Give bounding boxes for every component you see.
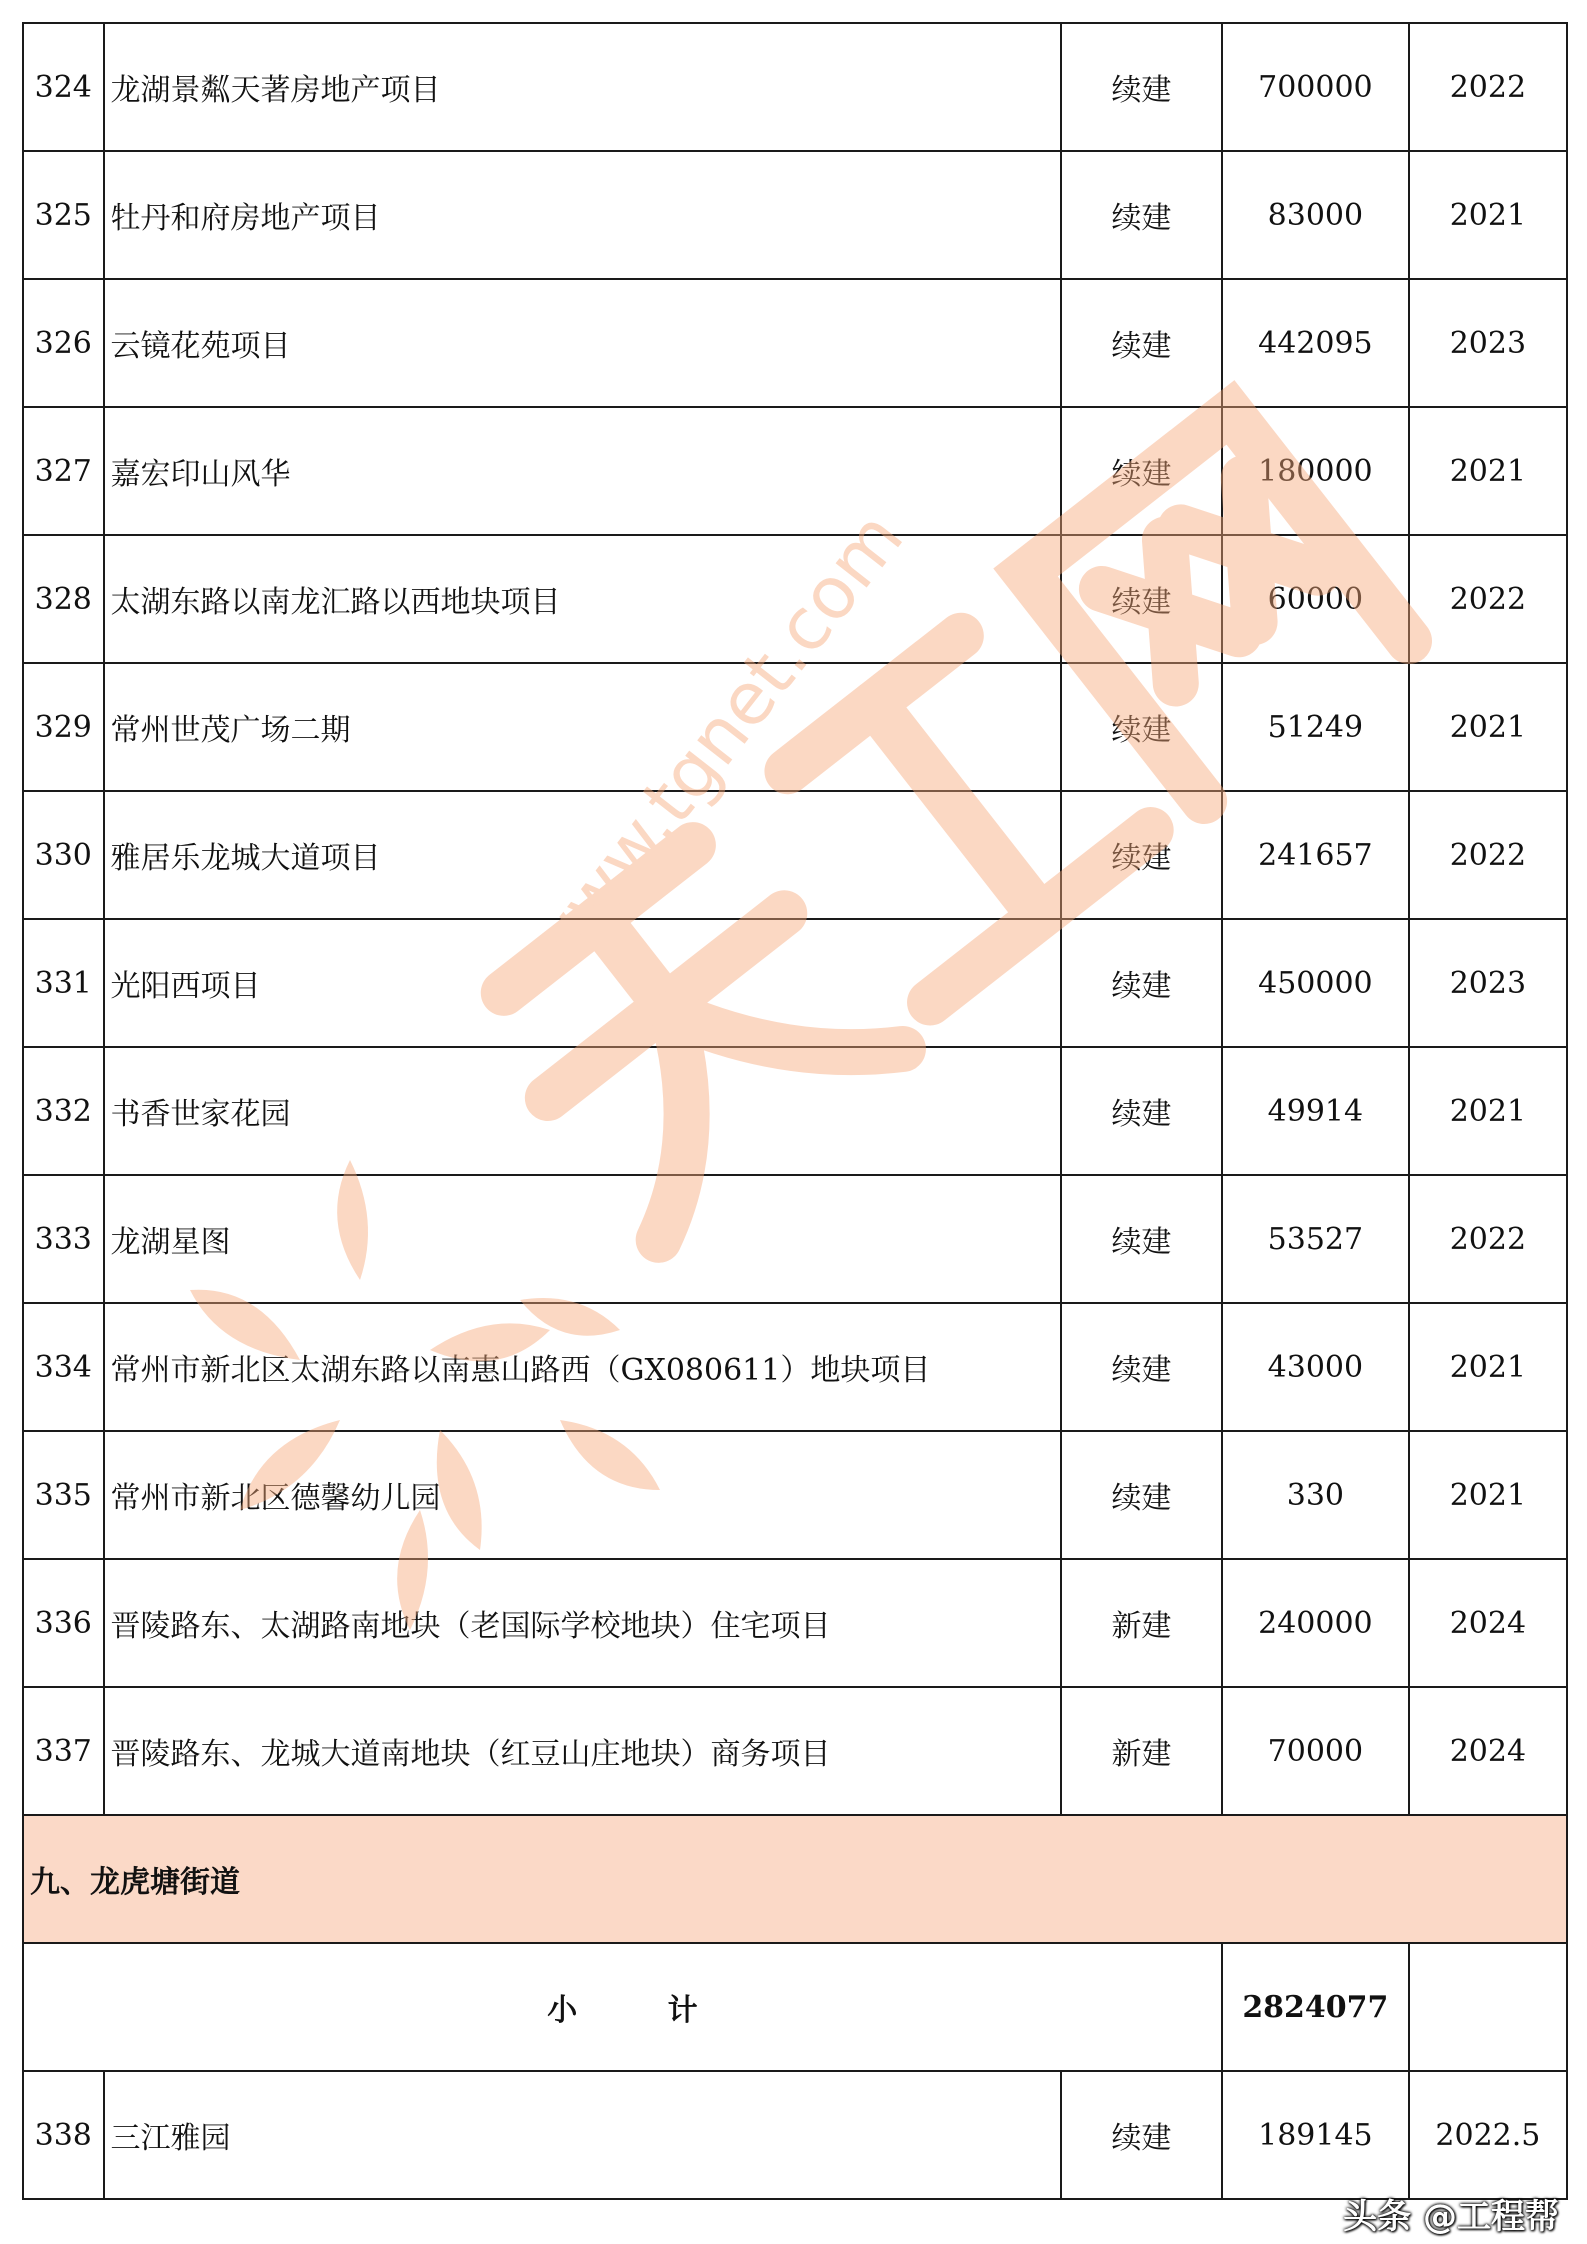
project-name: 常州市新北区太湖东路以南惠山路西（GX080611）地块项目: [104, 1303, 1061, 1431]
investment-amount: 60000: [1222, 535, 1409, 663]
table-row: [23, 407, 1567, 535]
table-row: [23, 23, 1567, 151]
construction-type: 续建: [1061, 1303, 1222, 1431]
investment-amount: 700000: [1222, 23, 1409, 151]
project-table: [22, 22, 1568, 2200]
completion-year: 2024: [1409, 1559, 1567, 1687]
construction-type: 新建: [1061, 1559, 1222, 1687]
construction-type: 新建: [1061, 1687, 1222, 1815]
project-name: 云镜花苑项目: [104, 279, 1061, 407]
construction-type: 续建: [1061, 23, 1222, 151]
subtotal-row: [23, 1943, 1567, 2071]
completion-year: 2023: [1409, 279, 1567, 407]
subtotal-empty-cell: [1409, 1943, 1567, 2071]
investment-amount: 189145: [1222, 2071, 1409, 2199]
table-row: [23, 919, 1567, 1047]
project-name: 光阳西项目: [104, 919, 1061, 1047]
construction-type: 续建: [1061, 919, 1222, 1047]
table-row: [23, 663, 1567, 791]
completion-year: 2022.5: [1409, 2071, 1567, 2199]
table-row: [23, 535, 1567, 663]
project-name: 常州世茂广场二期: [104, 663, 1061, 791]
investment-amount: 43000: [1222, 1303, 1409, 1431]
row-number: 333: [23, 1175, 104, 1303]
construction-type: 续建: [1061, 279, 1222, 407]
row-number: 329: [23, 663, 104, 791]
table-row: [23, 1175, 1567, 1303]
project-name: 常州市新北区德馨幼儿园: [104, 1431, 1061, 1559]
table-row: [23, 1047, 1567, 1175]
completion-year: 2022: [1409, 1175, 1567, 1303]
row-number: 330: [23, 791, 104, 919]
investment-amount: 450000: [1222, 919, 1409, 1047]
project-name: 嘉宏印山风华: [104, 407, 1061, 535]
row-number: 331: [23, 919, 104, 1047]
completion-year: 2021: [1409, 1431, 1567, 1559]
investment-amount: 241657: [1222, 791, 1409, 919]
table-row: [23, 1559, 1567, 1687]
construction-type: 续建: [1061, 151, 1222, 279]
project-name: 三江雅园: [104, 2071, 1061, 2199]
project-name: 雅居乐龙城大道项目: [104, 791, 1061, 919]
completion-year: 2022: [1409, 535, 1567, 663]
section-header-row: [23, 1815, 1567, 1943]
project-name: 晋陵路东、龙城大道南地块（红豆山庄地块）商务项目: [104, 1687, 1061, 1815]
row-number: 336: [23, 1559, 104, 1687]
watermark-url: www.tgnet.com: [507, 496, 920, 991]
project-table-sheet: [22, 22, 1568, 2200]
table-row: [23, 2071, 1567, 2199]
row-number: 327: [23, 407, 104, 535]
row-number: 326: [23, 279, 104, 407]
project-name: 书香世家花园: [104, 1047, 1061, 1175]
completion-year: 2023: [1409, 919, 1567, 1047]
project-name: 牡丹和府房地产项目: [104, 151, 1061, 279]
project-name: 龙湖景粼天著房地产项目: [104, 23, 1061, 151]
completion-year: 2021: [1409, 1303, 1567, 1431]
table-row: [23, 1431, 1567, 1559]
completion-year: 2024: [1409, 1687, 1567, 1815]
investment-amount: 240000: [1222, 1559, 1409, 1687]
row-number: 335: [23, 1431, 104, 1559]
table-row: [23, 791, 1567, 919]
investment-amount: 330: [1222, 1431, 1409, 1559]
row-number: 328: [23, 535, 104, 663]
table-row: [23, 151, 1567, 279]
investment-amount: 53527: [1222, 1175, 1409, 1303]
completion-year: 2021: [1409, 151, 1567, 279]
project-name: 晋陵路东、太湖路南地块（老国际学校地块）住宅项目: [104, 1559, 1061, 1687]
construction-type: 续建: [1061, 1175, 1222, 1303]
subtotal-amount: 2824077: [1222, 1943, 1409, 2071]
completion-year: 2021: [1409, 1047, 1567, 1175]
row-number: 338: [23, 2071, 104, 2199]
completion-year: 2022: [1409, 23, 1567, 151]
construction-type: 续建: [1061, 1047, 1222, 1175]
table-row: [23, 1303, 1567, 1431]
construction-type: 续建: [1061, 407, 1222, 535]
construction-type: 续建: [1061, 663, 1222, 791]
table-row: [23, 279, 1567, 407]
footer-brand: 头条 @工程帮: [1343, 2197, 1559, 2237]
construction-type: 续建: [1061, 2071, 1222, 2199]
investment-amount: 180000: [1222, 407, 1409, 535]
project-name: 龙湖星图: [104, 1175, 1061, 1303]
construction-type: 续建: [1061, 535, 1222, 663]
construction-type: 续建: [1061, 1431, 1222, 1559]
section-title: 九、龙虎塘街道: [23, 1815, 1567, 1943]
row-number: 324: [23, 23, 104, 151]
investment-amount: 83000: [1222, 151, 1409, 279]
investment-amount: 49914: [1222, 1047, 1409, 1175]
row-number: 325: [23, 151, 104, 279]
construction-type: 续建: [1061, 791, 1222, 919]
completion-year: 2021: [1409, 407, 1567, 535]
investment-amount: 70000: [1222, 1687, 1409, 1815]
row-number: 337: [23, 1687, 104, 1815]
investment-amount: 442095: [1222, 279, 1409, 407]
subtotal-label: 小 计: [23, 1943, 1222, 2071]
completion-year: 2022: [1409, 791, 1567, 919]
table-row: [23, 1687, 1567, 1815]
row-number: 334: [23, 1303, 104, 1431]
row-number: 332: [23, 1047, 104, 1175]
project-name: 太湖东路以南龙汇路以西地块项目: [104, 535, 1061, 663]
completion-year: 2021: [1409, 663, 1567, 791]
investment-amount: 51249: [1222, 663, 1409, 791]
